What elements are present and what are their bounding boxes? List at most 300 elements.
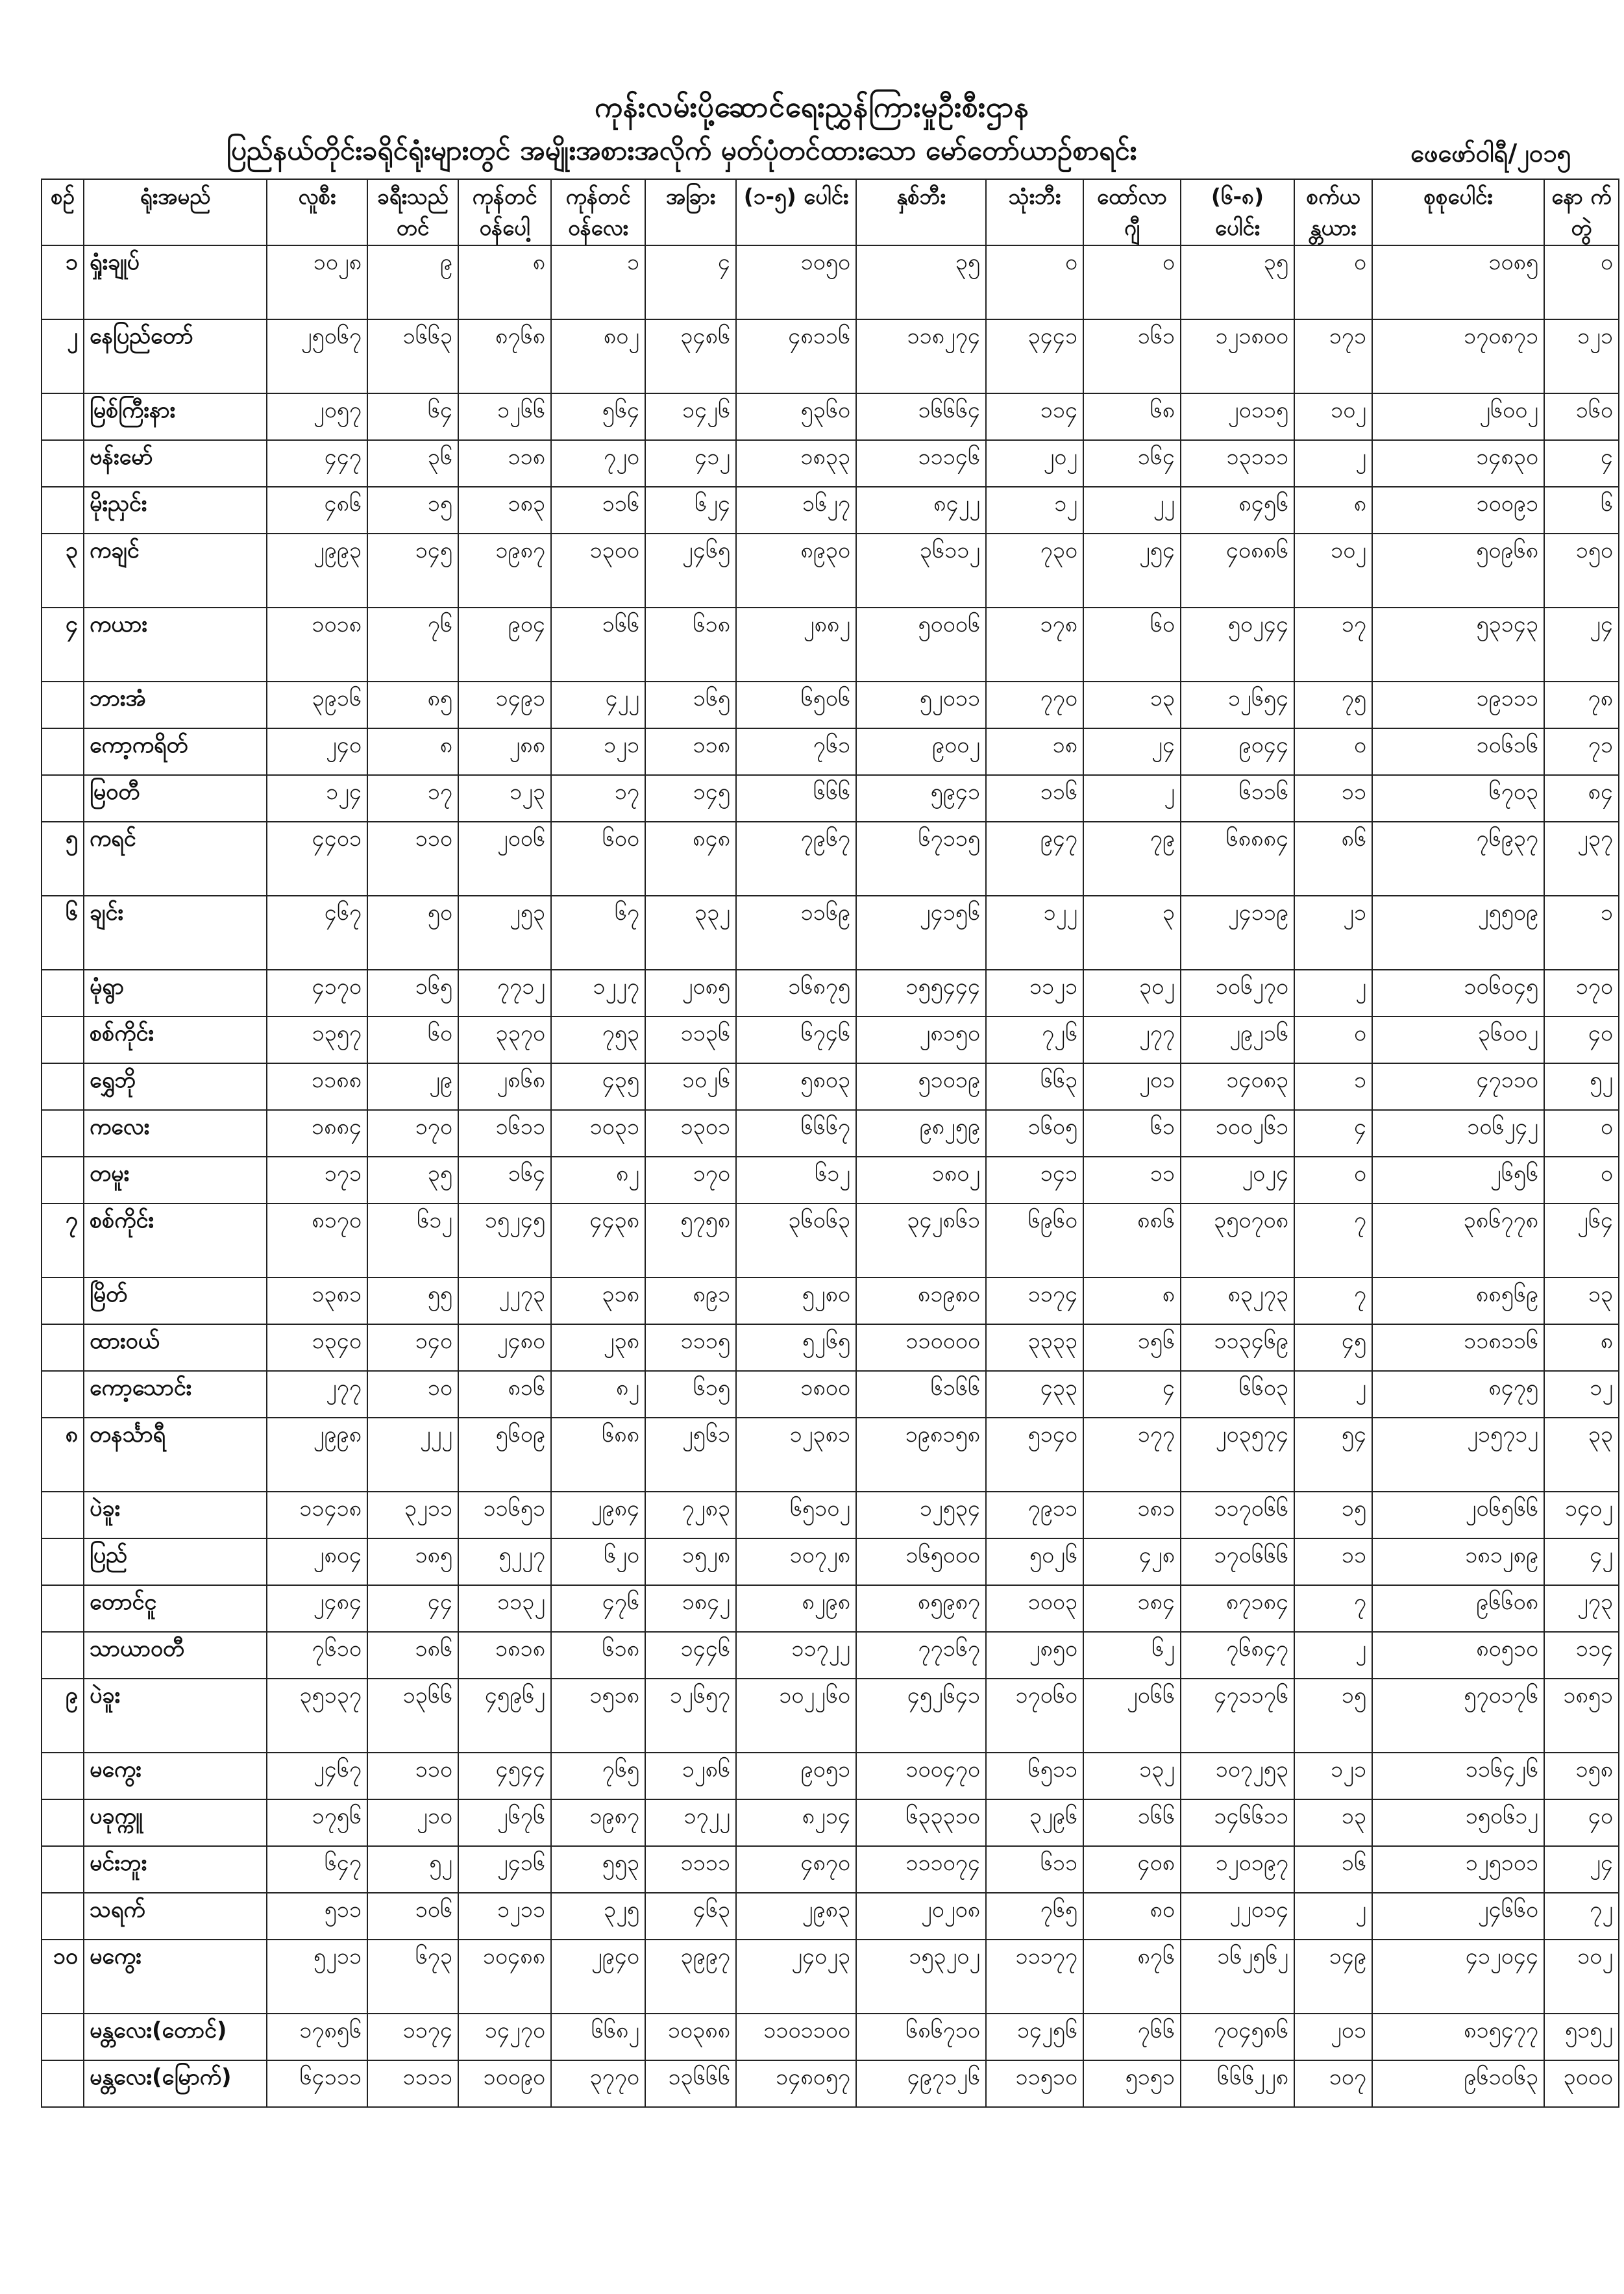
value-cell: ၉၀၅၁ <box>736 1753 856 1799</box>
value-cell: ၈၂ <box>551 1157 645 1203</box>
value-cell: ၇၃၀ <box>986 534 1083 608</box>
value-cell: ၁၃ <box>1083 682 1181 728</box>
value-cell: ၄ <box>1083 1371 1181 1418</box>
value-cell: ၁၀၅၀ <box>736 245 856 319</box>
table-row <box>42 1017 1619 1063</box>
value-cell: ၂၂ <box>1083 487 1181 534</box>
table-row <box>42 1418 1619 1492</box>
value-cell: ၁၈၄ <box>1083 1585 1181 1632</box>
value-cell: ၁၅၈ <box>1544 1753 1619 1799</box>
value-cell: ၁၅၂၄၅ <box>458 1203 551 1277</box>
office-name-cell: ပဲခူး <box>84 1492 267 1538</box>
value-cell: ၁၇၂၂ <box>645 1799 736 1846</box>
value-cell: ၂၉၈၃ <box>736 1893 856 1940</box>
value-cell: ၁၁၀ <box>367 1753 458 1799</box>
value-cell: ၁ <box>1544 896 1619 970</box>
value-cell: ၀ <box>1083 245 1181 319</box>
value-cell: ၁၂၂ <box>986 896 1083 970</box>
value-cell: ၁၆၂၅၆၂ <box>1181 1940 1294 2014</box>
value-cell: ၂၆၅၆ <box>1372 1157 1544 1203</box>
table-row <box>42 440 1619 487</box>
row-serial-cell <box>42 682 84 728</box>
value-cell: ၂၀၂၀၈ <box>856 1893 986 1940</box>
value-cell: ၆၁၁၆ <box>1181 775 1294 822</box>
value-cell: ၁၀၂၈ <box>267 245 367 319</box>
value-cell: ၁၄၅ <box>645 775 736 822</box>
value-cell: ၂ <box>1294 1371 1372 1418</box>
value-cell: ၁၆၂၇ <box>736 487 856 534</box>
value-cell: ၁၂၀၁၉၇ <box>1181 1846 1294 1893</box>
value-cell: ၀ <box>1294 245 1372 319</box>
value-cell: ၁၁၀၁၁၀၀ <box>736 2014 856 2060</box>
value-cell: ၁၄၀၂ <box>1544 1492 1619 1538</box>
value-cell: ၂၃၇ <box>1544 822 1619 896</box>
value-cell: ၁၁၁၁ <box>367 2060 458 2107</box>
value-cell: ၃၃၂ <box>645 896 736 970</box>
table-row <box>42 728 1619 775</box>
value-cell: ၁၃ <box>1544 1277 1619 1324</box>
column-header: သုံးဘီး <box>986 179 1083 245</box>
value-cell: ၂၀၆၅၆၆ <box>1372 1492 1544 1538</box>
value-cell: ၃၂၅ <box>551 1893 645 1940</box>
value-cell: ၄၁၂၀၄၄ <box>1372 1940 1544 2014</box>
value-cell: ၂၄၀ <box>267 728 367 775</box>
column-header: ခရီးသည် တင် <box>367 179 458 245</box>
value-cell: ၇၆၁ <box>736 728 856 775</box>
value-cell: ၁၆၁၁ <box>458 1110 551 1157</box>
value-cell: ၆၈၈ <box>551 1418 645 1492</box>
value-cell: ၄၄၇ <box>267 440 367 487</box>
value-cell: ၁၉၈၁၅၈ <box>856 1418 986 1492</box>
value-cell: ၆၂ <box>1083 1632 1181 1679</box>
value-cell: ၅၁၅၁ <box>1083 2060 1181 2107</box>
value-cell: ၁၀၃၈၈ <box>645 2014 736 2060</box>
value-cell: ၄၇၁၁၇၆ <box>1181 1679 1294 1753</box>
value-cell: ၁၀၁၈ <box>267 608 367 682</box>
value-cell: ၆၅၁၁ <box>986 1753 1083 1799</box>
value-cell: ၆၆၆ <box>736 775 856 822</box>
value-cell: ၅၀၂၆ <box>986 1538 1083 1585</box>
value-cell: ၁၅ <box>367 487 458 534</box>
value-cell: ၂၄၆၅ <box>645 534 736 608</box>
value-cell: ၁၁၁၁ <box>645 1846 736 1893</box>
value-cell: ၂၅၅၀၉ <box>1372 896 1544 970</box>
value-cell: ၁၆၈၇၅ <box>736 970 856 1017</box>
value-cell: ၂၁ <box>1294 896 1372 970</box>
value-cell: ၃၆၁၁၂ <box>856 534 986 608</box>
value-cell: ၉၆၆၀၈ <box>1372 1585 1544 1632</box>
value-cell: ၆ <box>1544 487 1619 534</box>
table-row <box>42 1157 1619 1203</box>
value-cell: ၂၄ <box>1544 1846 1619 1893</box>
value-cell: ၂၀၀၆ <box>458 822 551 896</box>
value-cell: ၁၃၅၇ <box>267 1017 367 1063</box>
value-cell: ၂၅၃ <box>458 896 551 970</box>
value-cell: ၁၁၀၀၀၀ <box>856 1324 986 1371</box>
value-cell: ၁၁၆ <box>986 775 1083 822</box>
value-cell: ၁၀၈၅ <box>1372 245 1544 319</box>
value-cell: ၁၀၆၀၄၅ <box>1372 970 1544 1017</box>
office-name-cell: ရှုံးချုပ် <box>84 245 267 319</box>
value-cell: ၆၅၀၆ <box>736 682 856 728</box>
value-cell: ၉၈၂၅၉ <box>856 1110 986 1157</box>
row-serial-cell: ၈ <box>42 1418 84 1492</box>
value-cell: ၁၁၃၆ <box>645 1017 736 1063</box>
value-cell: ၂ <box>1083 775 1181 822</box>
value-cell: ၆၀ <box>1083 608 1181 682</box>
row-serial-cell: ၁ <box>42 245 84 319</box>
value-cell: ၈၉၃၀ <box>736 534 856 608</box>
value-cell: ၁၀၂၆ <box>645 1063 736 1110</box>
value-cell: ၂၄ <box>1544 608 1619 682</box>
office-name-cell: ကော့ကရိတ် <box>84 728 267 775</box>
value-cell: ၅၂၈၀ <box>736 1277 856 1324</box>
value-cell: ၃၃၇၀ <box>458 1017 551 1063</box>
value-cell: ၁၃၀၁ <box>645 1110 736 1157</box>
value-cell: ၀ <box>1294 728 1372 775</box>
office-name-cell: မကွေး <box>84 1940 267 2014</box>
value-cell: ၁၇၀ <box>645 1157 736 1203</box>
table-header-row <box>42 179 1619 245</box>
value-cell: ၃၁၈ <box>551 1277 645 1324</box>
value-cell: ၃၉၁၆ <box>267 682 367 728</box>
office-name-cell: ထားဝယ် <box>84 1324 267 1371</box>
value-cell: ၈၀၂ <box>551 319 645 393</box>
table-row <box>42 822 1619 896</box>
value-cell: ၅၂ <box>367 1846 458 1893</box>
value-cell: ၁၆၆ <box>551 608 645 682</box>
vehicle-registration-table <box>41 179 1619 2108</box>
value-cell: ၁၁ <box>1294 775 1372 822</box>
office-name-cell: ဘားအံ <box>84 682 267 728</box>
value-cell: ၈၈၅၆၉ <box>1372 1277 1544 1324</box>
value-cell: ၂၂၀၁၄ <box>1181 1893 1294 1940</box>
value-cell: ၂၇၃ <box>1544 1585 1619 1632</box>
value-cell: ၁၆၁ <box>1083 319 1181 393</box>
value-cell: ၁၅ <box>1294 1492 1372 1538</box>
table-row <box>42 1277 1619 1324</box>
value-cell: ၄၄၀၁ <box>267 822 367 896</box>
value-cell: ၂၀၁၁၅ <box>1181 393 1294 440</box>
row-serial-cell: ၅ <box>42 822 84 896</box>
value-cell: ၁၇၁ <box>267 1157 367 1203</box>
value-cell: ၁၁၁၇၇ <box>986 1940 1083 2014</box>
value-cell: ၇ <box>1294 1585 1372 1632</box>
value-cell: ၁၂၃ <box>458 775 551 822</box>
value-cell: ၆၁၂ <box>736 1157 856 1203</box>
value-cell: ၁၁၃၄၆၉ <box>1181 1324 1294 1371</box>
value-cell: ၁၀၇၂၈ <box>736 1538 856 1585</box>
value-cell: ၅၅ <box>367 1277 458 1324</box>
table-row <box>42 1203 1619 1277</box>
office-name-cell: မန္တလေး(တောင်) <box>84 2014 267 2060</box>
value-cell: ၈၂၉၈ <box>736 1585 856 1632</box>
table-row <box>42 608 1619 682</box>
table-row <box>42 1324 1619 1371</box>
row-serial-cell <box>42 1585 84 1632</box>
value-cell: ၁၈ <box>986 728 1083 775</box>
value-cell: ၇၆၉၃၇ <box>1372 822 1544 896</box>
value-cell: ၆၇၁၁၅ <box>856 822 986 896</box>
row-serial-cell <box>42 1753 84 1799</box>
value-cell: ၁၄၅ <box>367 534 458 608</box>
value-cell: ၇၆၅ <box>551 1753 645 1799</box>
office-name-cell: ပဲခူး <box>84 1679 267 1753</box>
value-cell: ၂၈၀၄ <box>267 1538 367 1585</box>
value-cell: ၁၁၄၁၈ <box>267 1492 367 1538</box>
value-cell: ၁၁၈၂၇၄ <box>856 319 986 393</box>
value-cell: ၁၃၁၁၁ <box>1181 440 1294 487</box>
document-title: ကုန်းလမ်းပို့ဆောင်ရေးညွှန်ကြားမှုဦးစီးဌာန <box>594 91 1030 124</box>
column-header: အခြား <box>645 179 736 245</box>
value-cell: ၂၉၉၃ <box>267 534 367 608</box>
office-name-cell: ကော့သောင်း <box>84 1371 267 1418</box>
value-cell: ၂ <box>1294 970 1372 1017</box>
office-name-cell: စစ်ကိုင်း <box>84 1017 267 1063</box>
value-cell: ၁၈၆ <box>367 1632 458 1679</box>
value-cell: ၆၈၆၇၁၀ <box>856 2014 986 2060</box>
office-name-cell: မြဝတီ <box>84 775 267 822</box>
value-cell: ၁၇၀၈၇၁ <box>1372 319 1544 393</box>
value-cell: ၁၇ <box>1294 608 1372 682</box>
value-cell: ၂၄၁၆ <box>458 1846 551 1893</box>
value-cell: ၂၉၈၄ <box>551 1492 645 1538</box>
table-row <box>42 1846 1619 1893</box>
value-cell: ၁၁ <box>1083 1157 1181 1203</box>
office-name-cell: ဗန်းမော် <box>84 440 267 487</box>
value-cell: ၁၆၅၀၀၀ <box>856 1538 986 1585</box>
office-name-cell: ပခုက္ကူ <box>84 1799 267 1846</box>
value-cell: ၅၇၀၁၇၆ <box>1372 1679 1544 1753</box>
value-cell: ၁၅ <box>1294 1679 1372 1753</box>
value-cell: ၈ <box>1544 1324 1619 1371</box>
row-serial-cell <box>42 1324 84 1371</box>
table-row <box>42 319 1619 393</box>
value-cell: ၁၂၆၅၄ <box>1181 682 1294 728</box>
value-cell: ၁၁၇၂၂ <box>736 1632 856 1679</box>
value-cell: ၃၅ <box>1181 245 1294 319</box>
value-cell: ၈၁၇၀ <box>267 1203 367 1277</box>
row-serial-cell: ၇ <box>42 1203 84 1277</box>
value-cell: ၆၆၈၂ <box>551 2014 645 2060</box>
row-serial-cell: ၆ <box>42 896 84 970</box>
value-cell: ၇၉၁၁ <box>986 1492 1083 1538</box>
value-cell: ၆၀ <box>367 1017 458 1063</box>
value-cell: ၃၅၀၇၀၈ <box>1181 1203 1294 1277</box>
value-cell: ၁၁၈ <box>645 728 736 775</box>
value-cell: ၇၇၁၆၇ <box>856 1632 986 1679</box>
value-cell: ၁၃၀၀ <box>551 534 645 608</box>
value-cell: ၀ <box>1544 245 1619 319</box>
column-header: စဉ် <box>42 179 84 245</box>
table-row <box>42 1679 1619 1753</box>
value-cell: ၁၄၂၆ <box>645 393 736 440</box>
value-cell: ၁၁၇၄ <box>367 2014 458 2060</box>
value-cell: ၁၇၀ <box>367 1110 458 1157</box>
value-cell: ၇၂ <box>1544 1893 1619 1940</box>
value-cell: ၁၅၆ <box>1083 1324 1181 1371</box>
value-cell: ၄၁၇၀ <box>267 970 367 1017</box>
office-name-cell: ချင်း <box>84 896 267 970</box>
value-cell: ၅၂၁၁ <box>267 1940 367 2014</box>
value-cell: ၁၃၄၀ <box>267 1324 367 1371</box>
value-cell: ၁ <box>551 245 645 319</box>
value-cell: ၁၆၄ <box>458 1157 551 1203</box>
row-serial-cell <box>42 775 84 822</box>
value-cell: ၆၀၀ <box>551 822 645 896</box>
row-serial-cell <box>42 487 84 534</box>
value-cell: ၇၈ <box>1544 682 1619 728</box>
value-cell: ၄ <box>1544 440 1619 487</box>
value-cell: ၁၀၂၂၆၀ <box>736 1679 856 1753</box>
value-cell: ၂၆၄ <box>1544 1203 1619 1277</box>
value-cell: ၁၂ <box>986 487 1083 534</box>
value-cell: ၇၂၈၃ <box>645 1492 736 1538</box>
value-cell: ၅၃၁၄၃ <box>1372 608 1544 682</box>
value-cell: ၇၂၀ <box>551 440 645 487</box>
value-cell: ၁၀၀၉၀ <box>458 2060 551 2107</box>
row-serial-cell <box>42 1110 84 1157</box>
value-cell: ၇၇၀ <box>986 682 1083 728</box>
value-cell: ၁၁၁၀၇၄ <box>856 1846 986 1893</box>
table-row <box>42 1063 1619 1110</box>
table-row <box>42 2060 1619 2107</box>
value-cell: ၁၈၁၈ <box>458 1632 551 1679</box>
value-cell: ၄၈၆ <box>267 487 367 534</box>
value-cell: ၈၄၇၅ <box>1372 1371 1544 1418</box>
table-row <box>42 1940 1619 2014</box>
value-cell: ၆၁၈ <box>645 608 736 682</box>
value-cell: ၅၀၉၆၈ <box>1372 534 1544 608</box>
value-cell: ၄၉၇၁၂၆ <box>856 2060 986 2107</box>
value-cell: ၁၀၀၄၇၀ <box>856 1753 986 1799</box>
value-cell: ၁၁၆၉ <box>736 896 856 970</box>
value-cell: ၁၂၃၈၁ <box>736 1418 856 1492</box>
value-cell: ၁၇ <box>551 775 645 822</box>
office-name-cell: မန္တလေး(မြောက်) <box>84 2060 267 2107</box>
value-cell: ၁၅၀ <box>1544 534 1619 608</box>
value-cell: ၂၉ <box>367 1063 458 1110</box>
value-cell: ၆၃၃၃၁၀ <box>856 1799 986 1846</box>
row-serial-cell <box>42 393 84 440</box>
value-cell: ၅၂၂၇ <box>458 1538 551 1585</box>
row-serial-cell <box>42 970 84 1017</box>
value-cell: ၉၀၄ <box>458 608 551 682</box>
column-header: နှစ်ဘီး <box>856 179 986 245</box>
value-cell: ၄၃၅ <box>551 1063 645 1110</box>
value-cell: ၁၀၄၈၈ <box>458 1940 551 2014</box>
value-cell: ၄၅၄၄ <box>458 1753 551 1799</box>
value-cell: ၈၈၆ <box>1083 1203 1181 1277</box>
value-cell: ၆၇၀၃ <box>1372 775 1544 822</box>
table-row <box>42 2014 1619 2060</box>
value-cell: ၂၇၇ <box>1083 1017 1181 1063</box>
value-cell: ၆၇ <box>551 896 645 970</box>
value-cell: ၁၅၁၈ <box>551 1679 645 1753</box>
value-cell: ၁၄၈၃၀ <box>1372 440 1544 487</box>
value-cell: ၁၄၉၁ <box>458 682 551 728</box>
value-cell: ၈၂ <box>551 1371 645 1418</box>
value-cell: ၅၆၀၉ <box>458 1418 551 1492</box>
value-cell: ၁၂၁၁ <box>458 1893 551 1940</box>
value-cell: ၅၆၄ <box>551 393 645 440</box>
value-cell: ၁၇၁ <box>1294 319 1372 393</box>
table-row <box>42 487 1619 534</box>
value-cell: ၁၀၇၂၅၃ <box>1181 1753 1294 1799</box>
value-cell: ၁၆၆ <box>1083 1799 1181 1846</box>
column-header: နော က်တွဲ <box>1544 179 1619 245</box>
value-cell: ၁၃၆၆၆ <box>645 2060 736 2107</box>
value-cell: ၁၄၀ <box>367 1324 458 1371</box>
value-cell: ၇၉၆၇ <box>736 822 856 896</box>
value-cell: ၁၂၁ <box>1294 1753 1372 1799</box>
value-cell: ၁၀၆၂၄၂ <box>1372 1110 1544 1157</box>
value-cell: ၂၈၁၅၀ <box>856 1017 986 1063</box>
value-cell: ၂၂၇၃ <box>458 1277 551 1324</box>
value-cell: ၇၅၃ <box>551 1017 645 1063</box>
value-cell: ၄၆၇ <box>267 896 367 970</box>
value-cell: ၁၇၈ <box>986 608 1083 682</box>
value-cell: ၇၀၄၅၈၆ <box>1181 2014 1294 2060</box>
row-serial-cell <box>42 1492 84 1538</box>
value-cell: ၃၄၂၈၆၁ <box>856 1203 986 1277</box>
value-cell: ၆၁၁ <box>986 1846 1083 1893</box>
row-serial-cell <box>42 1846 84 1893</box>
value-cell: ၁၇၀ <box>1544 970 1619 1017</box>
value-cell: ၁၆၅ <box>367 970 458 1017</box>
row-serial-cell: ၃ <box>42 534 84 608</box>
value-cell: ၉၆၁၀၆၃ <box>1372 2060 1544 2107</box>
value-cell: ၅၈၀၃ <box>736 1063 856 1110</box>
value-cell: ၆၈၈၈၄ <box>1181 822 1294 896</box>
value-cell: ၂၁၀ <box>367 1799 458 1846</box>
table-row <box>42 1893 1619 1940</box>
value-cell: ၁၄၆၆၁၁ <box>1181 1799 1294 1846</box>
office-name-cell: မြစ်ကြီးနား <box>84 393 267 440</box>
value-cell: ၁၂၆၅၇ <box>645 1679 736 1753</box>
value-cell: ၁၉၈၇ <box>458 534 551 608</box>
value-cell: ၉၀၀၂ <box>856 728 986 775</box>
value-cell: ၅၂ <box>1544 1063 1619 1110</box>
value-cell: ၈၅ <box>367 682 458 728</box>
value-cell: ၂၃၈ <box>551 1324 645 1371</box>
value-cell: ၁၀၃၁ <box>551 1110 645 1157</box>
value-cell: ၅၀၂၄၄ <box>1181 608 1294 682</box>
value-cell: ၁၁ <box>1294 1538 1372 1585</box>
value-cell: ၈၆ <box>1294 822 1372 896</box>
column-header: ကုန်တင် ဝန်ပေါ့ <box>458 179 551 245</box>
table-row <box>42 1753 1619 1799</box>
value-cell: ၇၉ <box>1083 822 1181 896</box>
value-cell: ၇၅ <box>1294 682 1372 728</box>
value-cell: ၁၈၃ <box>458 487 551 534</box>
table-row <box>42 775 1619 822</box>
value-cell: ၁၁၇၀၆၆ <box>1181 1492 1294 1538</box>
row-serial-cell: ၁၀ <box>42 1940 84 2014</box>
value-cell: ၂၈၅၀ <box>986 1632 1083 1679</box>
value-cell: ၁၇ <box>367 775 458 822</box>
value-cell: ၂၀၂၄ <box>1181 1157 1294 1203</box>
value-cell: ၇၆၅ <box>986 1893 1083 1940</box>
table-row <box>42 1632 1619 1679</box>
value-cell: ၆၈ <box>1083 393 1181 440</box>
table-row <box>42 1799 1619 1846</box>
value-cell: ၁၄၉ <box>1294 1940 1372 2014</box>
value-cell: ၆၁၈ <box>551 1632 645 1679</box>
office-name-cell: ကယား <box>84 608 267 682</box>
value-cell: ၈၁၅၄၇၇ <box>1372 2014 1544 2060</box>
value-cell: ၁၀၀၂၆၁ <box>1181 1110 1294 1157</box>
